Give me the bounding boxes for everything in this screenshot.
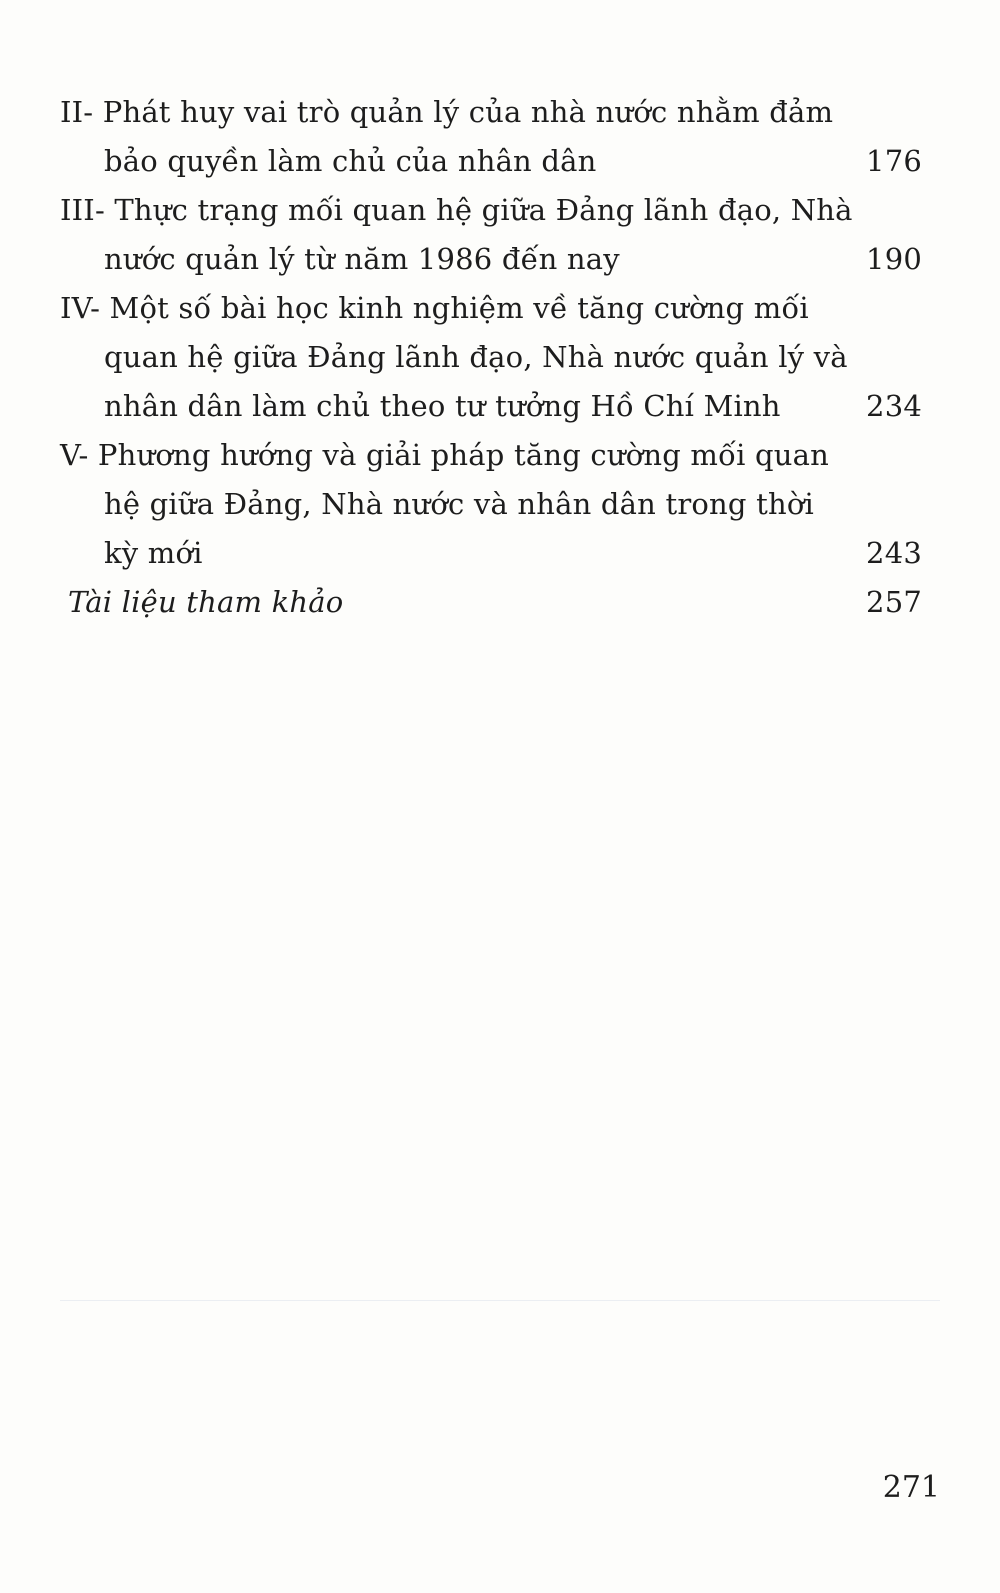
toc-entry-title-line: II- Phát huy vai trò quản lý của nhà nước nhằm đảm: [60, 95, 834, 129]
toc-page-number: 243: [866, 536, 922, 570]
toc-entry-section-iv: [60, 284, 930, 431]
toc-entry-section-ii: [60, 88, 930, 186]
toc-entry-title-line: [60, 382, 930, 431]
toc-entry-title-line: hệ giữa Đảng, Nhà nước và nhân dân trong thời: [104, 487, 814, 521]
page-number: 271: [882, 1470, 940, 1505]
toc-entry-title-text: bảo quyền làm chủ của nhân dân: [104, 144, 597, 178]
toc-entry-section-v: [60, 431, 930, 578]
bleed-through-rule: [60, 1300, 940, 1301]
toc-entry-title-line: [60, 235, 930, 284]
toc-entry-title-line: [60, 529, 930, 578]
toc-page-number: 176: [866, 144, 922, 178]
toc-entry-title-line: III- Thực trạng mối quan hệ giữa Đảng lãnh đạo, Nhà: [60, 193, 853, 227]
toc-entry-title-text: kỳ mới: [104, 536, 203, 570]
toc-page-number: 257: [866, 585, 922, 619]
toc-entry-references: [60, 578, 930, 627]
toc-entry-title-line: [60, 137, 930, 186]
toc-page-number: 234: [866, 389, 922, 423]
toc-entry-title-text: nước quản lý từ năm 1986 đến nay: [104, 242, 620, 276]
toc-entry-title-line: IV- Một số bài học kinh nghiệm về tăng cường mối: [60, 291, 809, 325]
toc-entry-title-line: [60, 578, 930, 627]
toc-entry-title-line: V- Phương hướng và giải pháp tăng cường mối quan: [60, 438, 829, 472]
toc-entry-title-line: quan hệ giữa Đảng lãnh đạo, Nhà nước quản lý và: [104, 340, 848, 374]
toc-entry-section-iii: [60, 186, 930, 284]
toc-entry-title-text: Tài liệu tham khảo: [68, 585, 344, 619]
toc-entry-title-text: nhân dân làm chủ theo tư tưởng Hồ Chí Minh: [104, 389, 781, 423]
toc-page-number: 190: [866, 242, 922, 276]
table-of-contents: [60, 88, 930, 627]
